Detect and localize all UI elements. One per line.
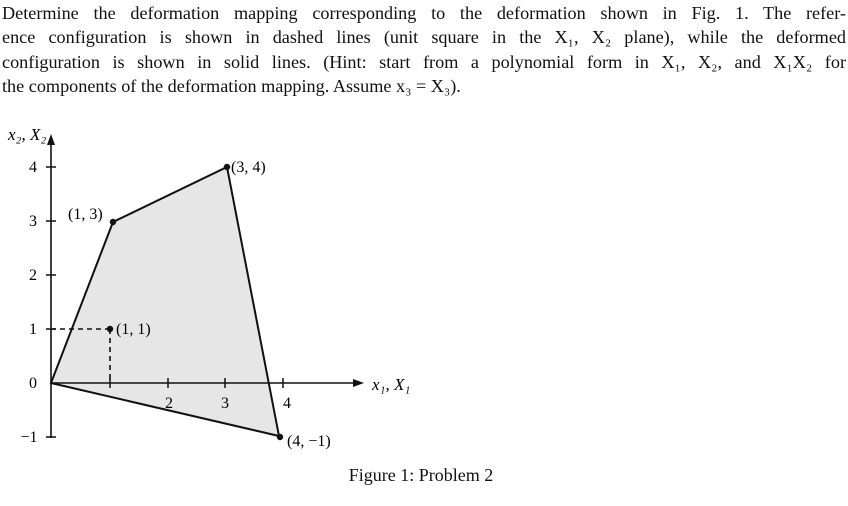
point-1-1 (107, 326, 113, 332)
deformation-figure (0, 110, 848, 502)
x-axis-arrow (353, 379, 364, 387)
x-tick-label-2: 2 (165, 395, 173, 412)
x-axis-label: x₁, X₁ (372, 375, 411, 394)
y-tick-label-3: 3 (29, 213, 37, 230)
x-tick-label-3: 3 (221, 395, 229, 412)
y-tick-label-2: 2 (29, 267, 37, 284)
problem-line-3: configuration is shown in solid lines. (Hint: start from a polynomial form in X₁, X₂, and X₁X₂ for (2, 51, 846, 72)
y-tick-label-0: 0 (29, 375, 37, 392)
point-label-4-minus-1: (4, −1) (287, 433, 331, 450)
y-tick-label-4: 4 (29, 159, 37, 176)
problem-line-2: ence configuration is shown in dashed lines (unit square in the X₁, X₂ plane), while the deformed (2, 27, 846, 48)
point-label-3-4: (3, 4) (231, 159, 266, 176)
problem-statement (2, 1, 846, 98)
y-tick-label-1: 1 (29, 321, 37, 338)
y-tick-label-minus-1: −1 (20, 429, 38, 446)
y-axis-label: x₂, X₂ (8, 125, 47, 144)
problem-line-4: the components of the deformation mapping. Assume x₃ = X₃). (2, 75, 461, 96)
problem-line-1: Determine the deformation mapping corresponding to the deformation shown in Fig. 1. The refer- (2, 3, 846, 23)
point-4-minus-1 (277, 434, 283, 440)
figure-caption (0, 465, 848, 486)
figure-caption-text: Figure 1: Problem 2 (348, 465, 494, 485)
y-axis-arrow (47, 134, 55, 145)
point-label-1-1: (1, 1) (116, 321, 151, 338)
point-label-1-3: (1, 3) (68, 206, 103, 223)
point-3-4 (224, 164, 230, 170)
x-tick-label-4: 4 (283, 395, 291, 412)
point-1-3 (110, 219, 116, 225)
deformation-diagram (0, 110, 848, 502)
